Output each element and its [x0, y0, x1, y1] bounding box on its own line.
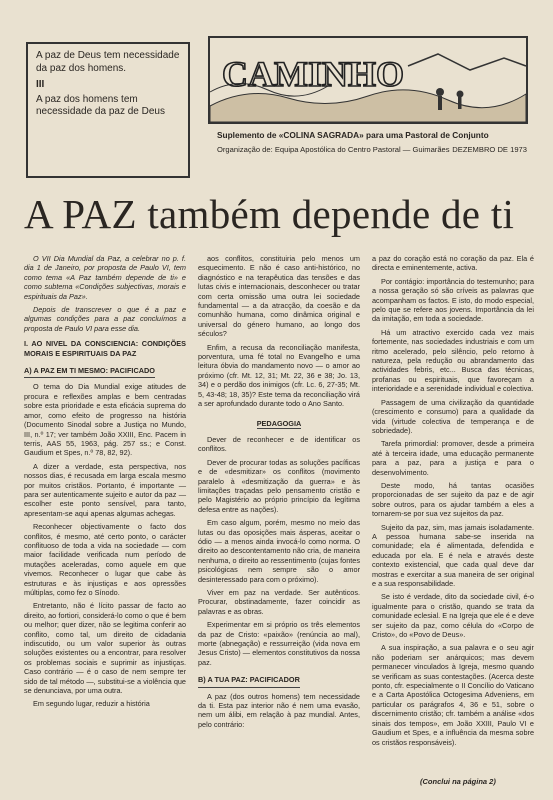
- body-paragraph: Reconhecer objectivamente o facto dos conflitos, é mesmo, até certo ponto, o carácter conflituoso de toda a vida na sociedade — com maior facilidade verificada num período de mutações aceleradas, como aquele em que vivemos. Reconhecer o lugar que cabe às estruturas e às injustiças e aos opressões múltiplas, como fez o Sínodo.: [24, 522, 186, 597]
- subsection-heading: A) A PAZ EM TI MESMO: PACIFICADO: [24, 366, 155, 378]
- body-paragraph: A paz (dos outros homens) tem necessidade da ti. Esta paz interior não é nem uma evasão, nem um álibi, em relação à paz mundial. Antes, pelo contrário:: [198, 691, 360, 729]
- masthead-logo: [208, 36, 528, 124]
- quote-line-1: A paz de Deus tem necessidade da paz dos homens.: [36, 50, 180, 74]
- column-3: [372, 254, 534, 751]
- body-paragraph: Passagem de uma civilização da quantidade (crescimento e consumo) para a qualidade da vida (virtude colectiva de temperança e de sobriedade).: [372, 397, 534, 435]
- body-paragraph: Em segundo lugar, reduzir a história: [33, 699, 150, 709]
- body-paragraph: Há um atractivo exercido cada vez mais fortemente, nas sociedades industriais e com um ritmo acelerado, pelo silêncio, pelo retorno à natureza, pela redução ou abrandamento das actividades febris, etc... Busca das técnicas, profanas ou espirituais, que favoreçam a interioridade e a serenidade individual e colectiva.: [372, 327, 534, 394]
- section-heading: I. AO NIVEL DA CONSCIENCIA: CONDIÇÕES MORAIS E ESPIRITUAIS DA PAZ: [24, 339, 186, 358]
- body-paragraph: A dizer a verdade, esta perspectiva, nos nossos dias, é recusada em larga escala mesmo por muitos cristãos. Portanto, é importante — para ser autenticamente sujeito e autor da paz — escolher este ponto sensível, para tanto, apresentam-se aqui apenas algumas achegas.: [24, 461, 186, 518]
- body-paragraph: a paz do coração está no coração da paz. Ela é directa e eminentemente, activa.: [372, 254, 534, 273]
- body-paragraph: Viver em paz na verdade. Ser autênticos. Procurar, obstinadamente, fazer coincidir as palavras e as obras.: [198, 588, 360, 616]
- masthead-date: DEZEMBRO DE 1973: [452, 145, 527, 154]
- masthead-org: Organização de: Equipa Apostólica do Centro Pastoral — Guimarães: [217, 145, 450, 154]
- body-paragraph: Dever de reconhecer e de identificar os conflitos.: [198, 434, 360, 454]
- body-paragraph: Por contágio: importância do testemunho; para a nossa geração só são críveis as palavras que acompanham os factos. E isto, do modo especial, pelo que se refere aos jovens. Importância da lei da imitação, em toda a sociedade.: [372, 276, 534, 324]
- pedagogy-heading: PEDAGOGIA: [256, 418, 302, 428]
- body-paragraph: Tarefa primordial: promover, desde a primeira até à terceira idade, uma educação permanente para a paz, para a justiça e para o desenvolvimento.: [372, 439, 534, 477]
- subsection-heading: B) A TUA PAZ: PACIFICADOR: [198, 675, 300, 687]
- body-paragraph: Experimentar em si próprio os três elementos da paz de Cristo: «paixão» (renúncia ao mal), morte (abnegação) e ressurreição (vida nova em Jesus Cristo) — elementos constitutivos da nossa paz.: [198, 620, 360, 667]
- body-paragraph: A sua inspiração, a sua palavra e o seu agir não poderiam ser anárquicos; mas devem permanecer vinculados à Igreja, mesmo quando se verificam as suas contestações. (Acerca deste ponto, cfr. especialmente o II Concílio do Vaticano e a Carta Apostólica Octogesima Adveniens, em particular os parágrafos 4, 36 e 51, sobre o discernimento cristão; cfr. também a análise «dos sinais dos tempos», em João XXIII, Paulo VI e Gaudium et Spes, e a influência da mesma sobre os cristãos responsáveis).: [372, 643, 534, 747]
- headline: A PAZ também depende de ti: [24, 191, 515, 237]
- quote-box: [26, 42, 190, 178]
- masthead-org-line: [217, 145, 527, 155]
- body-paragraph: Sujeito da paz, sim, mas jamais isoladamente. A pessoa humana sabe-se inserida na comunidade; ela é alimentada, defendida e educada por ela. E é nela e através deste contexto existencial, que cada qual deve dar mostras e exercitar a sua maneira de ser original e a sua responsabilidade.: [372, 522, 534, 588]
- masthead-subtitle: Suplemento de «COLINA SAGRADA» para uma Pastoral de Conjunto: [217, 130, 489, 140]
- body-paragraph: Dever de procurar todas as soluções pacíficas e de «desmitizar» os conflitos (movimento paralelo à «desmitização da guerra» e às limitações traçadas pelo pensamento cristão e pelo Magistério ao próprio princípio da legítima defesa entre as nações).: [198, 457, 360, 514]
- body-paragraph: Deste modo, há tantas ocasiões proporcionadas de ser sujeito da paz e de agir sobre outros, para os ajudar também a eles a tornarem-se por sua vez sujeitos da paz.: [372, 480, 534, 519]
- body-paragraph: O tema do Dia Mundial exige atitudes de procura e reflexões amplas e bem centradas sobre esta prioridade e esta eficácia suprema do amor, como efeito de progresso na história (Documento Sinodal sobre a Justiça no Mundo, III, n.º 17; ver também João XXIII, Enc. Pacem in terris, AAS 55, 1963, pág. 257 ss.; e Const. Gaudium et Spes, n.º 78, 82, 92).: [24, 382, 186, 458]
- quote-line-2: A paz dos homens tem necessidade da paz de Deus: [36, 93, 165, 117]
- intro-paragraph: Depois de transcrever o que é a paz e algumas condições para a paz concluímos a proposta de Paulo VI para esse dia.: [24, 305, 186, 333]
- column-1: [24, 254, 186, 713]
- body-paragraph: Entretanto, não é lícito passar de facto ao direito, ao fortiori, considerá-lo como o que é bem ou melhor; quer dizer, não se legitima conferir ao conflito, como tal, um direito de cidadania indiscutido, ou um valor superior às outras soluções existentes ou a encontrar, para resolver os problemas sociais e suprimir as injustiças. Caso contrário — é o caso de nem sempre ter sido de tal método —, substitui-se a violência que se denunciava, por uma outra.: [24, 601, 186, 696]
- intro-paragraph: O VII Dia Mundial da Paz, a celebrar no p. f. dia 1 de Janeiro, por proposta de Paulo VI, tem como tema «A Paz também depende de ti» e como subtema «Condições subjectivas, morais e espirituais da Paz».: [24, 254, 186, 301]
- body-paragraph: Em caso algum, porém, mesmo no meio das lutas ou das oposições mais ásperas, aceitar o ódio — a menos ainda invocá-lo como norma. O direito ao descontentamento não cria, de maneira nenhuma, o direito ao ressentimento (cujas fontes psicológicas nem sempre são o amor desinteressado para com o próximo).: [198, 518, 360, 584]
- quote-roman-numeral: III: [36, 79, 45, 90]
- body-paragraph: Enfim, a recusa da reconciliação manifesta, porventura, uma fé total no Evangelho e uma leitura óbvia do mandamento novo — o amor ao próximo (cfr. Mt. 12, 31; Mt. 22, 36 e 38; Jo. 13, 34) e o perdão dos inimigos (cfr. Lc. 6, 27-35; Mt. 5, 43-48; 18, 35)? Este tema da reconciliação virá a ser aprofundado durante todo o Ano Santo.: [198, 342, 360, 409]
- continued-note: (Conclui na página 2): [420, 777, 496, 786]
- column-2: [198, 254, 360, 733]
- masthead-text: [217, 130, 527, 155]
- body-paragraph: Se isto é verdade, dito da sociedade civil, é-o igualmente para o cristão, quando se trata da comunidade eclesial. E na Igreja que ele é e deve ser sujeito da paz, como célula do «Corpo de Cristo», do «Povo de Deus».: [372, 592, 534, 640]
- body-paragraph: aos conflitos, constituiria pelo menos um esquecimento. E não é caso anti-histórico, no diagnóstico e na terapêutica das tensões e das lutas civis e internacionais, desconhecer ou tratar com certa omissão uma outra lei sociedade fundamental — a da atracção, da coesão e da comunhão humana, como dinâmica original e universal do género humano, ao longo dos séculos?: [198, 254, 360, 339]
- masthead-title: CAMINHO: [222, 54, 404, 94]
